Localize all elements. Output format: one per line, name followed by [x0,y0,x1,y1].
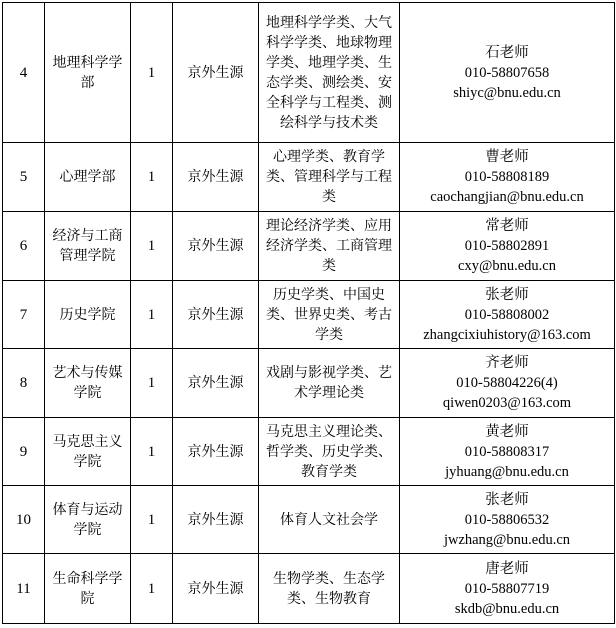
student-source: 京外生源 [173,3,259,143]
table-row [3,143,615,212]
contact-info [400,418,615,486]
row-number: 4 [3,3,45,143]
table-row [3,486,615,554]
contact-info [400,3,615,143]
contact-phone: 010-58808002 [464,306,550,323]
major-list [259,281,400,349]
row-number: 6 [3,212,45,281]
student-source: 京外生源 [173,212,259,281]
student-source: 京外生源 [173,143,259,212]
row-number: 9 [3,418,45,486]
major-text: 戏剧与影视学类、艺术学理论类 [266,365,392,401]
department-name: 历史学院 [45,281,131,349]
major-list [259,143,400,212]
contact-email[interactable]: qiwen0203@163.com [442,395,572,411]
major-list [259,3,400,143]
major-list [259,212,400,281]
row-number: 10 [3,486,45,554]
major-list [259,418,400,486]
major-list [259,349,400,418]
contact-phone: 010-58807719 [464,580,550,597]
contact-info [400,486,615,554]
student-source: 京外生源 [173,486,259,554]
contact-name: 齐老师 [485,355,529,371]
department-name: 马克思主义学院 [45,418,131,486]
department-name: 体育与运动学院 [45,486,131,554]
contact-name: 张老师 [485,286,529,303]
department-name: 经济与工商管理学院 [45,212,131,281]
contact-name: 石老师 [485,44,529,61]
contact-email[interactable]: skdb@bnu.edu.cn [454,600,560,617]
quota-count: 1 [131,418,173,486]
quota-count: 1 [131,554,173,624]
contact-name: 黄老师 [485,423,529,440]
major-text: 体育人文社会学 [280,511,378,528]
row-number: 7 [3,281,45,349]
student-source: 京外生源 [173,554,259,624]
contact-info [400,349,615,418]
recruitment-table [2,2,615,624]
quota-count: 1 [131,486,173,554]
major-text: 心理学类、教育学类、管理科学与工程类 [266,149,392,205]
major-text: 生物学类、生态学类、生物教育 [273,570,385,607]
contact-email[interactable]: jwzhang@bnu.edu.cn [443,531,571,548]
contact-name: 曹老师 [485,149,529,165]
quota-count: 1 [131,212,173,281]
department-name: 艺术与传媒学院 [45,349,131,418]
table-row [3,554,615,624]
table-row [3,349,615,418]
department-name: 地理科学学部 [45,3,131,143]
contact-phone: 010-58808317 [464,443,550,460]
contact-phone: 010-58802891 [464,238,550,254]
quota-count: 1 [131,143,173,212]
contact-info [400,143,615,212]
contact-name: 常老师 [485,218,529,234]
department-name: 心理学部 [45,143,131,212]
major-text: 地理科学学类、大气科学学类、地球物理学类、地理学类、生态学类、测绘类、安全科学与工程类、测绘科学与技术类 [266,14,392,131]
quota-count: 1 [131,3,173,143]
quota-count: 1 [131,281,173,349]
department-name: 生命科学学院 [45,554,131,624]
student-source: 京外生源 [173,349,259,418]
contact-name: 唐老师 [485,560,529,577]
contact-email[interactable]: cxy@bnu.edu.cn [458,258,556,274]
major-list [259,554,400,624]
row-number: 11 [3,554,45,624]
contact-email[interactable]: shiyc@bnu.edu.cn [453,84,561,101]
contact-email[interactable]: zhangcixiuhistory@163.com [423,326,591,343]
student-source: 京外生源 [173,281,259,349]
contact-email[interactable]: jyhuang@bnu.edu.cn [445,463,569,480]
contact-phone: 010-58807658 [464,64,550,81]
table-row [3,281,615,349]
table-row [3,418,615,486]
contact-info [400,212,615,281]
contact-info [400,554,615,624]
row-number: 5 [3,143,45,212]
quota-count: 1 [131,349,173,418]
major-text: 理论经济学类、应用经济学类、工商管理类 [266,218,392,274]
contact-phone: 010-58808189 [464,169,550,185]
student-source: 京外生源 [173,418,259,486]
contact-phone: 010-58804226(4) [456,375,558,391]
table-row [3,212,615,281]
contact-email[interactable]: caochangjian@bnu.edu.cn [430,189,584,205]
major-text: 马克思主义理论类、哲学类、历史学类、教育学类 [266,423,392,480]
major-text: 历史学类、中国史类、世界史类、考古学类 [266,286,392,343]
contact-info [400,281,615,349]
contact-name: 张老师 [485,491,529,508]
contact-phone: 010-58806532 [464,511,550,528]
major-list [259,486,400,554]
table-row [3,3,615,143]
row-number: 8 [3,349,45,418]
